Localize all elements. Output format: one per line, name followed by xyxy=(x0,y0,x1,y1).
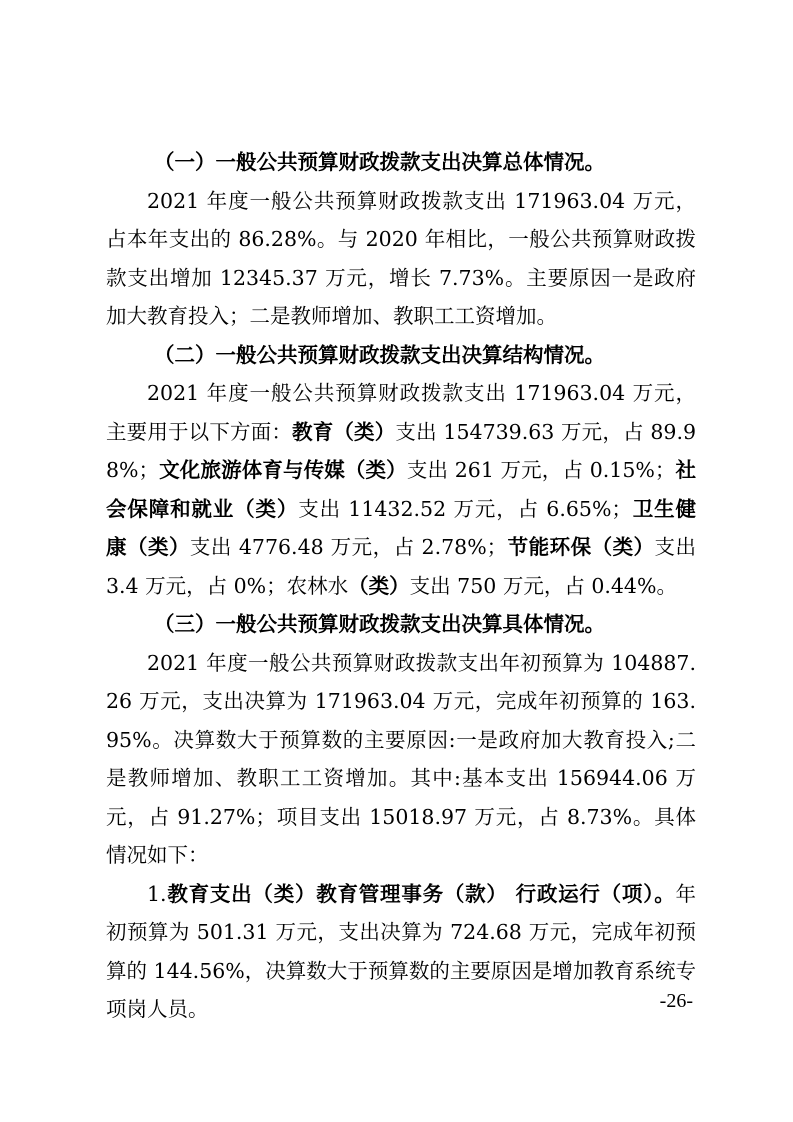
category-label: 卫生健康（类） xyxy=(106,496,696,559)
section-paragraph-1 xyxy=(106,182,696,336)
page-number: -26- xyxy=(659,990,693,1012)
section-paragraph-2 xyxy=(106,374,696,605)
category-label: 文化旅游体育与传媒（类） xyxy=(159,458,407,482)
category-text: 支出 4776.48 万元，占 2.78%； xyxy=(189,535,508,559)
item-number: 1. xyxy=(147,881,167,906)
section-text-3: 2021 年度一般公共预算财政拨款支出年初预算为 104887.26 万元，支出决算为 171963.04 万元，完成年初预算的 163.95%。决算数大于预算数的主要原因:一是政府加大教育投入;二是教师增加、教职工工资增加。其中:基本支出 156944.06 万元，占 91.27%；项目支出 15018.97 万元，占 8.73%。具体情况如下： xyxy=(106,650,696,867)
category-text: 支出 154739.63 万元，占 89.98%； xyxy=(106,419,696,482)
category-text: 支出 261 万元，占 0.15%； xyxy=(406,458,676,482)
category-prefix: 农林水 xyxy=(286,573,349,598)
section-text-1: 2021 年度一般公共预算财政拨款支出 171963.04 万元，占本年支出的 86.28%。与 2020 年相比，一般公共预算财政拨款支出增加 12345.37 万元，增长 7.73%。主要原因一是政府加大教育投入；二是教师增加、教职工工资增加。 xyxy=(106,188,696,328)
section-heading-2: （二）一般公共预算财政拨款支出决算结构情况。 xyxy=(154,342,605,367)
category-label: 社会保障和就业（类） xyxy=(106,458,697,521)
category-label: 教育（类） xyxy=(292,419,396,444)
document-body xyxy=(106,143,696,1029)
category-text: 支出 3.4 万元，占 0%； xyxy=(106,535,697,598)
section-intro-2: 2021 年度一般公共预算财政拨款支出 171963.04 万元，主要用于以下方面： xyxy=(106,381,696,444)
category-text: 支出 750 万元，占 0.44%。 xyxy=(409,573,677,598)
item-heading: 教育支出（类）教育管理事务（款） 行政运行（项）。 xyxy=(166,881,676,906)
section-paragraph-3 xyxy=(106,644,696,875)
section-heading-3: （三）一般公共预算财政拨款支出决算具体情况。 xyxy=(154,612,605,636)
category-label: 节能环保（类） xyxy=(507,535,655,559)
category-text: 支出 11432.52 万元，占 6.65%； xyxy=(298,496,632,521)
category-label: （类） xyxy=(348,573,410,598)
item-paragraph-1 xyxy=(106,875,696,1029)
item-text: 年初预算为 501.31 万元，支出决算为 724.68 万元，完成年初预算的 144.56%，决算数大于预算数的主要原因是增加教育系统专项岗人员。 xyxy=(106,881,696,1021)
section-heading-1: （一）一般公共预算财政拨款支出决算总体情况。 xyxy=(154,150,605,174)
